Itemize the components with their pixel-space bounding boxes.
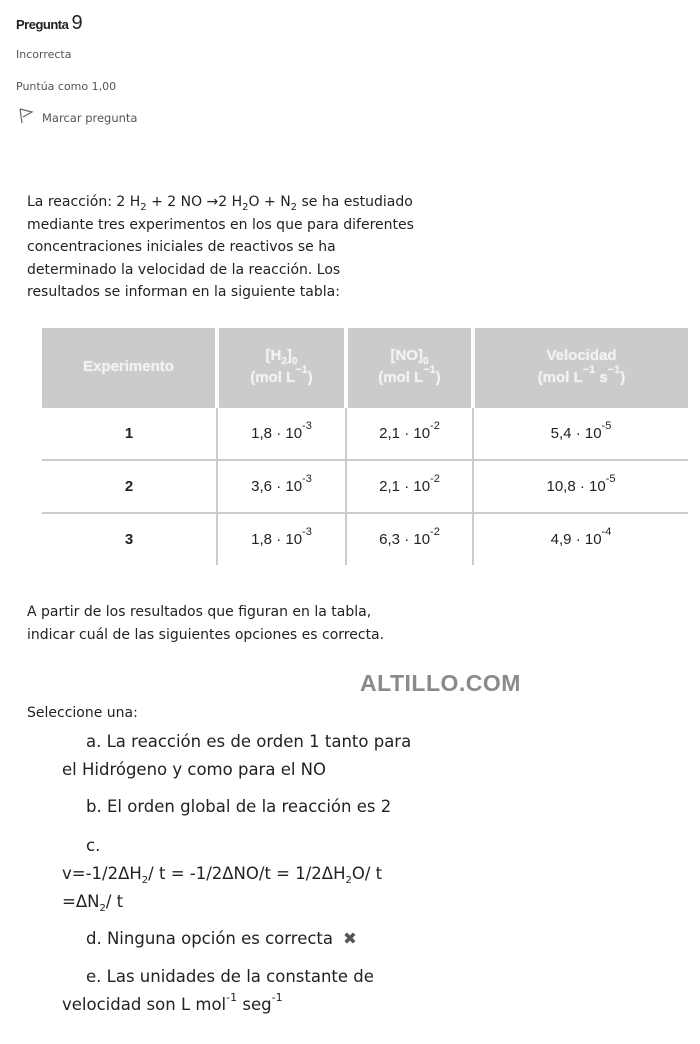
cell-no: $2,1 \cdot 10^{-2}$: [346, 407, 473, 460]
cell-h2: $3,6 \cdot 10^{-3}$: [217, 460, 346, 513]
incorrect-icon: ✖: [343, 929, 357, 948]
header-h2: $[H_2]_0$ (mol $L^{-1}$): [217, 328, 346, 407]
header-no: $[NO]_0$ (mol $L^{-1}$): [346, 328, 473, 407]
cell-velocidad: $10,8 \cdot 10^{-5}$: [473, 460, 688, 513]
watermark: ALTILLO.COM: [360, 670, 521, 696]
cell-no: $6,3 \cdot 10^{-2}$: [346, 513, 473, 565]
option-d[interactable]: d. Ninguna opción es correcta ✖: [86, 929, 357, 948]
cell-h2: $1,8 \cdot 10^{-3}$: [217, 407, 346, 460]
cell-h2: $1,8 \cdot 10^{-3}$: [217, 513, 346, 565]
cell-velocidad: $4,9 \cdot 10^{-4}$: [473, 513, 688, 565]
header-velocidad: Velocidad (mol $L^{-1}$ $s^{-1}$): [473, 328, 688, 407]
option-e[interactable]: e. Las unidades de la constante de velocidad son L mol$^{-1}$ seg$^{-1}$: [62, 967, 374, 1014]
flag-icon: [18, 108, 34, 127]
results-table: [42, 328, 688, 565]
cell-velocidad: $5,4 \cdot 10^{-5}$: [473, 407, 688, 460]
question-prompt: A partir de los resultados que figuran en la tabla, indicar cuál de las siguientes opciones es correcta.: [27, 604, 385, 643]
option-b[interactable]: b. El orden global de la reacción es 2: [86, 797, 392, 816]
question-intro: La reacción: 2 $H_2 + 2$ NO →2 $H_2O + N_2$ se ha estudiado mediante tres experimentos en los que para diferentes concentraciones iniciales de reactivos se ha determinado la velocidad de la reacción. Los resultados se informan en la siguiente tabla:: [27, 194, 414, 300]
question-title: [16, 12, 82, 35]
header-experimento: Experimento: [42, 328, 217, 407]
question-label: Pregunta: [16, 17, 69, 32]
option-a[interactable]: a. La reacción es de orden 1 tanto para el Hidrógeno y como para el NO: [62, 732, 412, 779]
table-row: [42, 513, 688, 565]
select-label: Seleccione una:: [27, 705, 138, 721]
question-score: Puntúa como 1,00: [16, 80, 117, 93]
table-row: [42, 407, 688, 460]
table-row: [42, 460, 688, 513]
question-number: 9: [71, 12, 83, 34]
question-status: Incorrecta: [16, 48, 72, 61]
option-c[interactable]: c. $v=-1/2\Delta H_2/$ $t = -1/2\Delta NO/t = 1/2\Delta H_2O/$ $t =\Delta N_2/$ t: [62, 836, 383, 914]
flag-question-button[interactable]: [18, 108, 137, 127]
cell-exp: 1: [42, 407, 217, 460]
table-header-row: [42, 328, 688, 407]
cell-exp: 3: [42, 513, 217, 565]
cell-no: $2,1 \cdot 10^{-2}$: [346, 460, 473, 513]
cell-exp: 2: [42, 460, 217, 513]
flag-label: Marcar pregunta: [42, 110, 138, 125]
